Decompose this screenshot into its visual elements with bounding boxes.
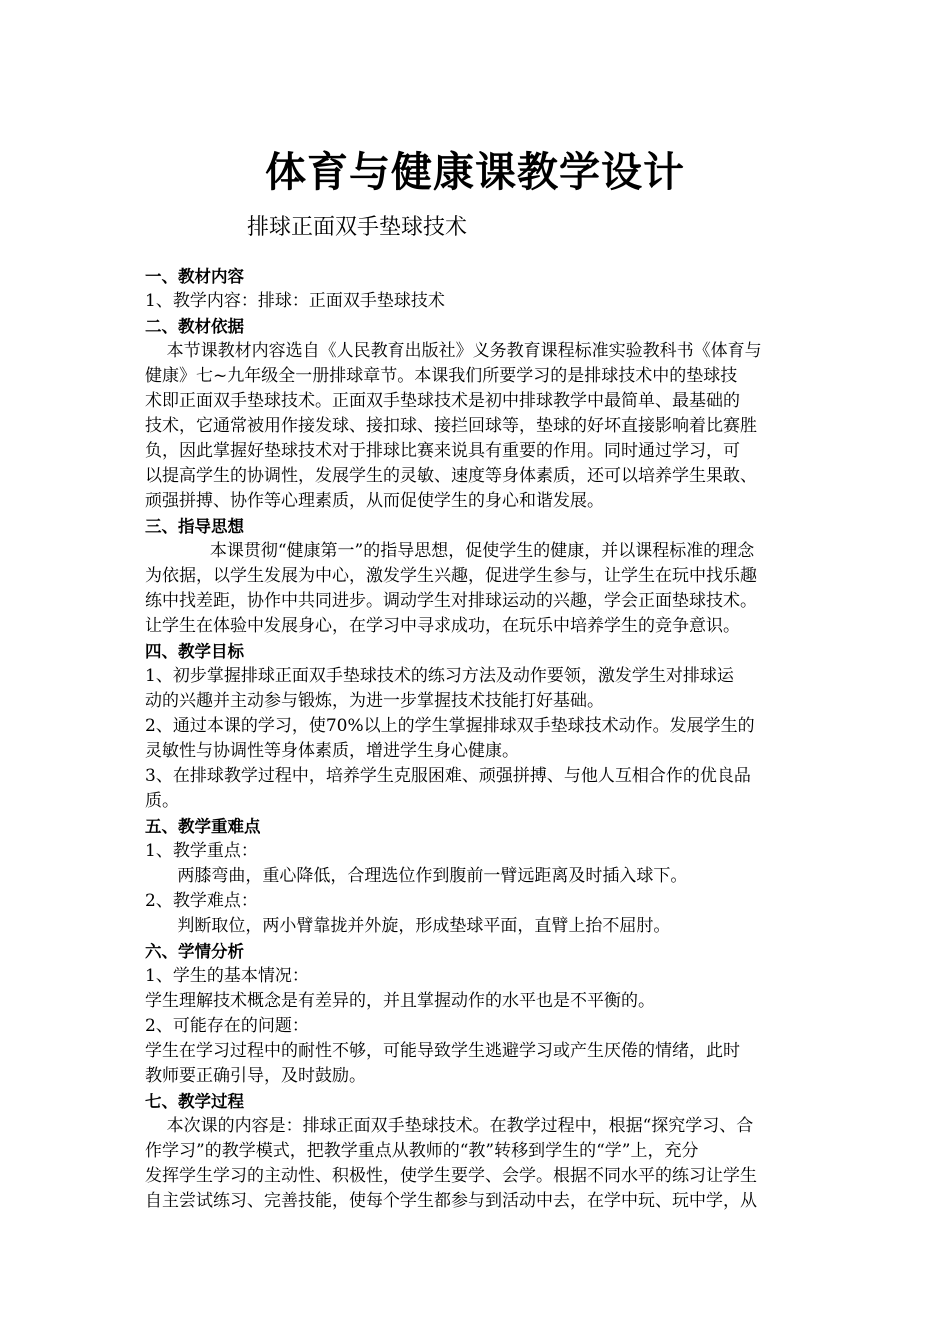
body-text-line: 灵敏性与协调性等身体素质，增进学生身心健康。 (145, 741, 519, 761)
body-text-line: 以提高学生的协调性，发展学生的灵敏、速度等身体素质，还可以培养学生果敢、 (145, 466, 757, 486)
section-heading: 六、学情分析 (145, 942, 244, 961)
section-heading: 五、教学重难点 (145, 817, 261, 836)
body-text-line: 本次课的内容是：排球正面双手垫球技术。在教学过程中，根据“探究学习、合 (145, 1116, 754, 1136)
body-text-line: 质。 (145, 791, 179, 811)
body-text-line: 让学生在体验中发展身心，在学习中寻求成功，在玩乐中培养学生的竞争意识。 (145, 616, 740, 636)
body-text-line: 1、教学内容：排球：正面双手垫球技术 (145, 291, 445, 311)
document-body (145, 264, 809, 1214)
body-text-line: 学生在学习过程中的耐性不够，可能导致学生逃避学习或产生厌倦的情绪，此时 (145, 1041, 740, 1061)
body-text-line: 学生理解技术概念是有差异的，并且掌握动作的水平也是不平衡的。 (145, 991, 655, 1011)
body-text-line: 1、初步掌握排球正面双手垫球技术的练习方法及动作要领，激发学生对排球运 (145, 666, 734, 686)
body-text-line: 健康》七~九年级全一册排球章节。本课我们所要学习的是排球技术中的垫球技 (145, 366, 738, 386)
body-text-line: 本课贯彻“健康第一”的指导思想，促使学生的健康，并以课程标准的理念 (145, 541, 755, 561)
body-text-line: 3、在排球教学过程中，培养学生克服困难、顽强拼搏、与他人互相合作的优良品 (145, 766, 751, 786)
body-text-line: 负，因此掌握好垫球技术对于排球比赛来说具有重要的作用。同时通过学习，可 (145, 441, 740, 461)
section-heading: 一、教材内容 (145, 267, 244, 286)
body-text-line: 两膝弯曲，重心降低，合理选位作到腹前一臂远距离及时插入球下。 (145, 866, 688, 886)
body-text-line: 1、学生的基本情况： (145, 966, 309, 986)
body-text-line: 判断取位，两小臂靠拢并外旋，形成垫球平面，直臂上抬不屈肘。 (145, 916, 671, 936)
body-text-line: 本节课教材内容选自《人民教育出版社》义务教育课程标准实验教科书《体育与 (145, 341, 762, 361)
body-text-line: 术即正面双手垫球技术。正面双手垫球技术是初中排球教学中最简单、最基础的 (145, 391, 740, 411)
body-text-line: 1、教学重点： (145, 841, 258, 861)
body-text-line: 技术，它通常被用作接发球、接扣球、接拦回球等，垫球的好坏直接影响着比赛胜 (145, 416, 757, 436)
body-text-line: 动的兴趣并主动参与锻炼，为进一步掌握技术技能打好基础。 (145, 691, 604, 711)
body-text-line: 2、通过本课的学习，使70%以上的学生掌握排球双手垫球技术动作。发展学生的 (145, 716, 755, 736)
body-text-line: 2、可能存在的问题： (145, 1016, 309, 1036)
body-text-line: 为依据，以学生发展为中心，激发学生兴趣，促进学生参与，让学生在玩中找乐趣 (145, 566, 757, 586)
section-heading: 四、教学目标 (145, 642, 244, 661)
section-heading: 七、教学过程 (145, 1092, 244, 1111)
section-heading: 三、指导思想 (145, 517, 244, 536)
body-text-line: 教师要正确引导，及时鼓励。 (145, 1066, 366, 1086)
body-text-line: 自主尝试练习、完善技能，使每个学生都参与到活动中去，在学中玩、玩中学，从 (145, 1191, 757, 1211)
document-subtitle: 排球正面双手垫球技术 (247, 215, 468, 240)
body-text-line: 顽强拼搏、协作等心理素质，从而促使学生的身心和谐发展。 (145, 491, 604, 511)
body-text-line: 发挥学生学习的主动性、积极性，使学生要学、会学。根据不同水平的练习让学生 (145, 1166, 757, 1186)
document-title: 体育与健康课教学设计 (265, 148, 685, 196)
body-text-line: 2、教学难点： (145, 891, 258, 911)
body-text-line: 作学习”的教学模式，把教学重点从教师的“教”转移到学生的“学”上，充分 (145, 1141, 699, 1161)
section-heading: 二、教材依据 (145, 317, 244, 336)
body-text-line: 练中找差距，协作中共同进步。调动学生对排球运动的兴趣，学会正面垫球技术。 (145, 591, 757, 611)
